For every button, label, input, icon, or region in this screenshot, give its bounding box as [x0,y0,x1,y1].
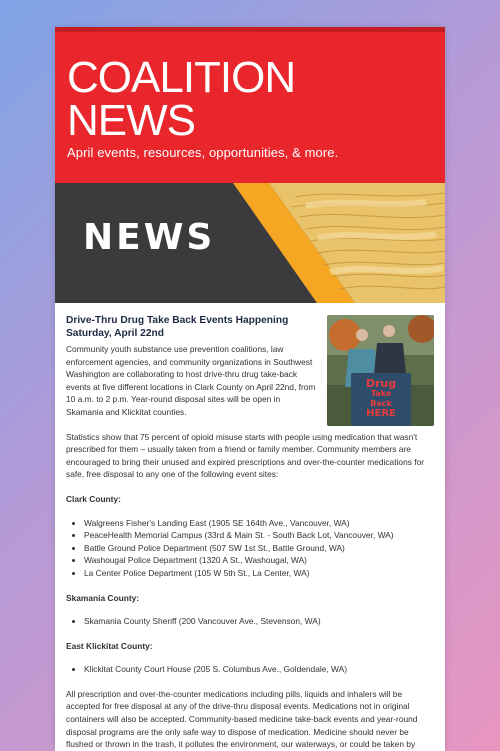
banner-news-text: NEWS [83,217,216,258]
sign-line-3: Back [370,399,392,408]
skamania-county-sites [66,615,434,628]
list-item: • Skamania County Sheriff (200 Vancouver Ave., Stevenson, WA) [84,615,434,628]
article [55,303,445,751]
sign-line-1: Drug [365,377,397,390]
article-final-paragraph: All prescription and over-the-counter medications including pills, liquids and inhalers will be accepted for free disposal at any of the drive-thru disposal events. Medications not in original containers will also be accepted. Community-based medicine take-back events and year-round disposal programs are the only safe way to dispose of medication. Medicine should never be flushed or thrown in the trash, it pollutes the environment, our waterways, or could be taken by [66,688,418,750]
event-photo [327,315,434,426]
newsletter-title [67,53,296,145]
clark-county-sites [66,517,434,580]
klickitat-county-sites [66,663,434,676]
list-item: • Battle Ground Police Department (507 SW 1st St., Battle Ground, WA) [84,542,434,555]
title-line-2: NEWS [67,96,195,145]
clark-county-heading: Clark County: [66,493,121,504]
klickitat-county-heading: East Klickitat County: [66,640,153,651]
newsletter-card [55,27,445,751]
article-title: Drive-Thru Drug Take Back Events Happening Saturday, April 22nd [66,315,289,339]
news-banner-image [55,183,445,303]
newsletter-subtitle: April events, resources, opportunities, & more. [67,145,339,160]
title-line-1: COALITION [67,53,296,102]
sign-line-4: HERE [366,408,396,419]
sign-line-2: Take [370,389,392,398]
article-paragraph-2: Statistics show that 75 percent of opioid misuse starts with people using medication that wasn't prescribed for them – usually taken from a friend or family member. Community members are encouraged to bring their unused and expired prescriptions and over-the-counter medications for safe, free disposal to any one of the following event sites: [66,431,425,480]
newsletter-header [55,27,445,183]
list-item: • Washougal Police Department (1320 A St., Washougal, WA) [84,554,434,567]
list-item: • Walgreens Fisher's Landing East (1905 SE 164th Ave., Vancouver, WA) [84,517,434,530]
article-intro: Community youth substance use prevention coalitions, law enforcement agencies, and community organizations in Southwest Washington are collaborating to host drive-thru drug take-back events at five different locations in Clark County on April 22nd, from 10 a.m. to 2 p.m. Year-round disposal sites will be open in Skamania and Klickitat counties. [66,344,316,417]
list-item: • PeaceHealth Memorial Campus (33rd & Main St. - South Back Lot, Vancouver, WA) [84,529,434,542]
list-item: • La Center Police Department (105 W 5th St., La Center, WA) [84,567,434,580]
photo-sign [357,379,405,419]
list-item: • Klickitat County Court House (205 S. Columbus Ave., Goldendale, WA) [84,663,434,676]
skamania-county-heading: Skamania County: [66,592,140,603]
